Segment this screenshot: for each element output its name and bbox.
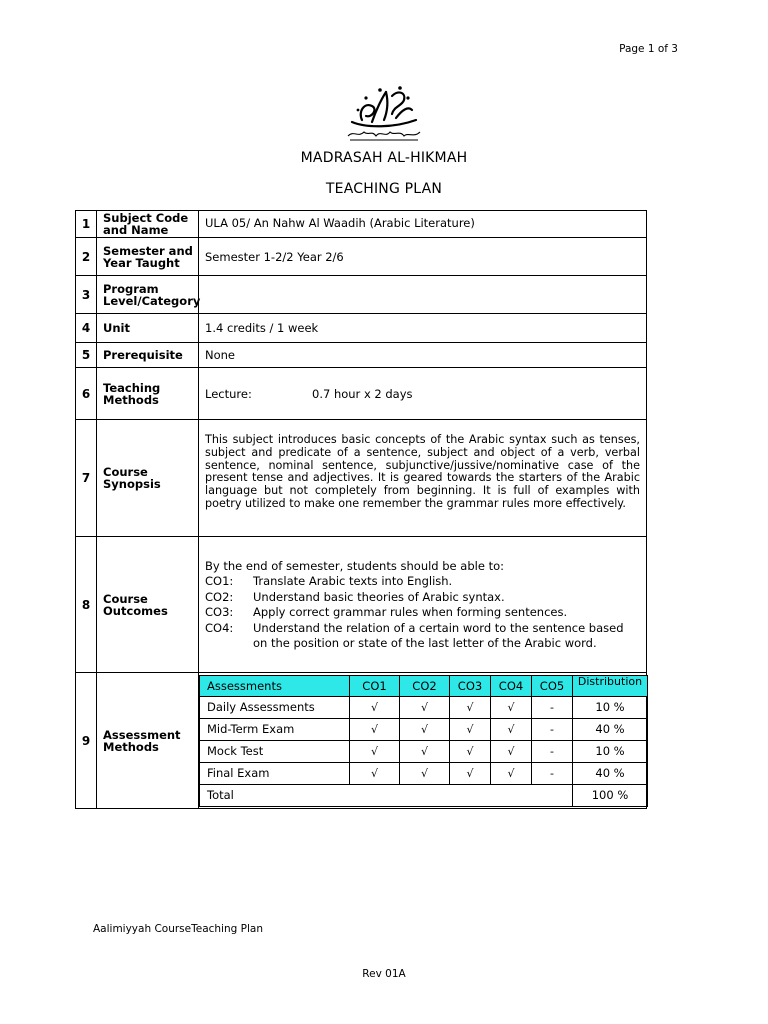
outcome-text: Translate Arabic texts into English.	[253, 574, 453, 589]
semester-value: Semester 1-2/2 Year 2/6	[199, 238, 647, 276]
row-label: Subject Code and Name	[97, 211, 199, 238]
row-semester	[76, 238, 647, 276]
check-mark: √	[450, 696, 491, 718]
unit-value: 1.4 credits / 1 week	[199, 314, 647, 343]
row-assessment-methods	[76, 673, 647, 809]
row-course-synopsis	[76, 420, 647, 537]
check-mark: √	[450, 718, 491, 740]
check-mark: √	[400, 718, 450, 740]
check-mark: -	[532, 718, 573, 740]
row-label: Assessment Methods	[97, 673, 199, 809]
program-level-value	[199, 276, 647, 314]
assessment-table	[199, 675, 648, 807]
check-mark: -	[532, 740, 573, 762]
check-mark: √	[491, 696, 532, 718]
check-mark: √	[350, 740, 400, 762]
assessment-header-cell	[573, 675, 648, 696]
distribution-value: 10 %	[573, 696, 648, 718]
assessment-row	[200, 740, 648, 762]
total-label: Total	[200, 784, 573, 806]
assessment-header-row	[200, 675, 648, 696]
assessment-header-cell: CO4	[491, 675, 532, 696]
row-course-outcomes	[76, 537, 647, 673]
lecture-label: Lecture:	[205, 386, 252, 401]
distribution-value: 10 %	[573, 740, 648, 762]
check-mark: √	[491, 740, 532, 762]
check-mark: √	[491, 762, 532, 784]
row-number: 8	[76, 537, 97, 673]
lecture-value: 0.7 hour x 2 days	[312, 386, 413, 401]
outcome-code: CO3:	[205, 605, 234, 620]
outcomes-intro: By the end of semester, students should be able to:	[205, 559, 504, 573]
row-label: Program Level/Category	[97, 276, 199, 314]
row-number: 4	[76, 314, 97, 343]
check-mark: -	[532, 762, 573, 784]
arabic-calligraphy-logo-icon	[342, 84, 426, 146]
check-mark: √	[400, 740, 450, 762]
row-number: 6	[76, 368, 97, 420]
assessment-name: Daily Assessments	[200, 696, 350, 718]
distribution-value: 40 %	[573, 718, 648, 740]
assessment-header-cell: CO2	[400, 675, 450, 696]
course-synopsis-cell	[199, 420, 647, 537]
check-mark: √	[350, 762, 400, 784]
school-name: MADRASAH AL-HIKMAH	[300, 150, 468, 166]
assessment-header-cell: CO3	[450, 675, 491, 696]
footer-document-name: Aalimiyyah CourseTeaching Plan	[93, 923, 263, 935]
assessment-header-cell: Assessments	[200, 675, 350, 696]
outcome-code: CO1:	[205, 574, 234, 589]
assessment-row	[200, 696, 648, 718]
assessment-row	[200, 718, 648, 740]
row-teaching-methods	[76, 368, 647, 420]
outcome-item	[205, 574, 640, 589]
check-mark: √	[400, 696, 450, 718]
document-title: TEACHING PLAN	[325, 181, 443, 197]
assessment-header-cell: CO5	[532, 675, 573, 696]
row-label: Semester and Year Taught	[97, 238, 199, 276]
outcome-item	[205, 621, 640, 652]
total-value: 100 %	[573, 784, 648, 806]
check-mark: √	[450, 762, 491, 784]
row-prerequisite	[76, 343, 647, 368]
row-number: 2	[76, 238, 97, 276]
row-number: 1	[76, 211, 97, 238]
course-outcomes-cell	[199, 537, 647, 673]
check-mark: √	[450, 740, 491, 762]
outcome-item	[205, 590, 640, 605]
teaching-plan-table	[75, 210, 647, 809]
distribution-value: 40 %	[573, 762, 648, 784]
subject-code-value: ULA 05/ An Nahw Al Waadih (Arabic Literature)	[199, 211, 647, 238]
assessment-name: Final Exam	[200, 762, 350, 784]
course-outcomes-list	[199, 559, 646, 651]
check-mark: √	[491, 718, 532, 740]
prerequisite-value: None	[199, 343, 647, 368]
check-mark: -	[532, 696, 573, 718]
check-mark: √	[400, 762, 450, 784]
outcome-code: CO2:	[205, 589, 234, 604]
outcome-item	[205, 605, 640, 620]
row-subject-code	[76, 211, 647, 238]
row-number: 3	[76, 276, 97, 314]
check-mark: √	[350, 718, 400, 740]
check-mark: √	[350, 696, 400, 718]
page-number: Page 1 of 3	[619, 43, 678, 55]
footer-revision: Rev 01A	[362, 968, 406, 980]
row-label: Prerequisite	[97, 343, 199, 368]
row-label: Course Outcomes	[97, 537, 199, 673]
assessment-name: Mid-Term Exam	[200, 718, 350, 740]
row-label: Unit	[97, 314, 199, 343]
outcome-text: Understand basic theories of Arabic syntax.	[253, 589, 505, 604]
row-number: 5	[76, 343, 97, 368]
row-label: Course Synopsis	[97, 420, 199, 537]
outcome-text: Apply correct grammar rules when forming sentences.	[253, 605, 568, 620]
assessment-header-cell: CO1	[350, 675, 400, 696]
outcome-code: CO4:	[205, 620, 234, 635]
teaching-methods-value	[199, 368, 647, 420]
row-number: 7	[76, 420, 97, 537]
assessment-name: Mock Test	[200, 740, 350, 762]
assessment-total-row	[200, 784, 648, 806]
row-program-level	[76, 276, 647, 314]
outcome-text: Understand the relation of a certain word to the sentence based on the position or state of the last letter of the Arabic word.	[253, 620, 624, 651]
row-label: Teaching Methods	[97, 368, 199, 420]
distribution-header: Distribution	[577, 675, 643, 688]
row-unit	[76, 314, 647, 343]
assessment-row	[200, 762, 648, 784]
course-synopsis-text: This subject introduces basic concepts of the Arabic syntax such as tenses, subject and predicate of a sentence, subject and object of a verb, verbal sentence, nominal sentence, subjunctive/jussive/nominative case of the present tense and adjectives. It is geared towards the starters of the Arabic language but not completely from beginning. It is full of examples with poetry utilized to make one remember the grammar rules more effectively.	[205, 433, 640, 510]
assessment-cell	[199, 673, 647, 809]
row-number: 9	[76, 673, 97, 809]
